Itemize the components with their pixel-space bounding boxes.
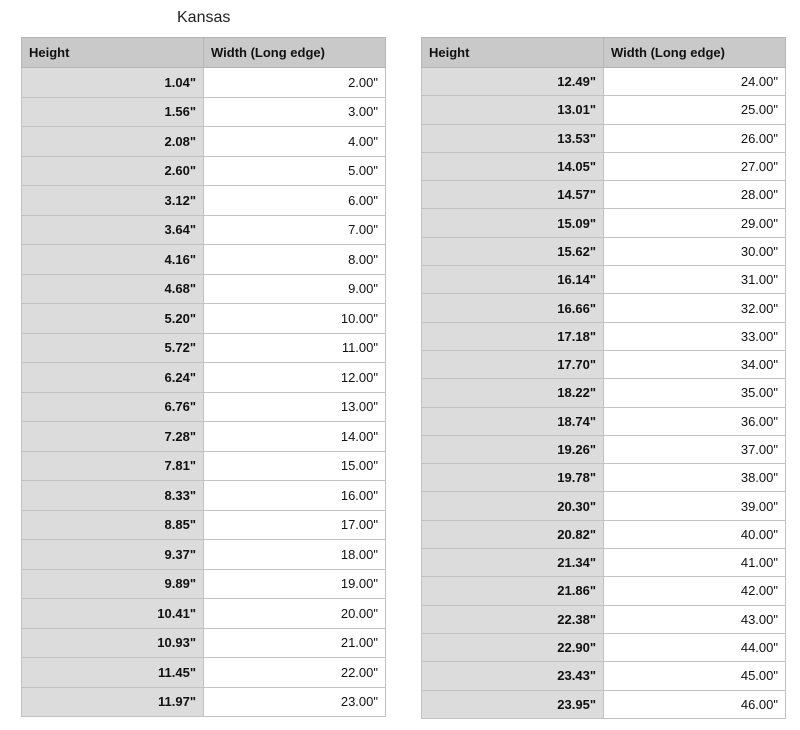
table-row [422,181,786,209]
width-cell: 26.00" [604,124,786,152]
height-cell: 17.18" [422,322,604,350]
column-header-height: Height [22,38,204,68]
width-cell: 43.00" [604,605,786,633]
column-header-height: Height [422,38,604,68]
table-row [22,215,386,245]
width-cell: 18.00" [204,540,386,570]
table-row [422,152,786,180]
column-header-width: Width (Long edge) [204,38,386,68]
table-row [422,379,786,407]
height-cell: 9.89" [22,569,204,599]
table-row [422,294,786,322]
table-header-row [22,38,386,68]
width-cell: 44.00" [604,633,786,661]
width-cell: 2.00" [204,68,386,98]
table-row [22,658,386,688]
table-row [422,266,786,294]
height-cell: 4.16" [22,245,204,275]
size-table-right [421,37,786,719]
width-cell: 28.00" [604,181,786,209]
width-cell: 17.00" [204,510,386,540]
width-cell: 35.00" [604,379,786,407]
width-cell: 12.00" [204,363,386,393]
height-cell: 6.24" [22,363,204,393]
table-body-right [422,68,786,719]
height-cell: 9.37" [22,540,204,570]
table-row [22,628,386,658]
width-cell: 39.00" [604,492,786,520]
table-row [422,520,786,548]
width-cell: 7.00" [204,215,386,245]
height-cell: 5.20" [22,304,204,334]
height-cell: 6.76" [22,392,204,422]
table-row [422,690,786,718]
table-row [422,549,786,577]
width-cell: 10.00" [204,304,386,334]
width-cell: 42.00" [604,577,786,605]
height-cell: 19.78" [422,464,604,492]
width-cell: 30.00" [604,237,786,265]
height-cell: 23.95" [422,690,604,718]
height-cell: 20.30" [422,492,604,520]
width-cell: 32.00" [604,294,786,322]
width-cell: 41.00" [604,549,786,577]
table-row [422,124,786,152]
table-row [422,322,786,350]
table-row [22,186,386,216]
height-cell: 14.57" [422,181,604,209]
table-row [422,464,786,492]
height-cell: 14.05" [422,152,604,180]
table-row [22,569,386,599]
width-cell: 27.00" [604,152,786,180]
width-cell: 9.00" [204,274,386,304]
width-cell: 6.00" [204,186,386,216]
height-cell: 13.53" [422,124,604,152]
height-cell: 1.56" [22,97,204,127]
width-cell: 29.00" [604,209,786,237]
height-cell: 7.81" [22,451,204,481]
table-row [22,156,386,186]
table-row [22,510,386,540]
width-cell: 5.00" [204,156,386,186]
table-row [22,451,386,481]
table-row [22,599,386,629]
height-cell: 21.86" [422,577,604,605]
height-cell: 2.60" [22,156,204,186]
width-cell: 14.00" [204,422,386,452]
width-cell: 24.00" [604,68,786,96]
table-row [422,237,786,265]
page-title: Kansas [177,9,231,26]
table-row [422,96,786,124]
table-row [422,68,786,96]
height-cell: 1.04" [22,68,204,98]
table-body-left [22,68,386,717]
height-cell: 23.43" [422,662,604,690]
height-cell: 8.85" [22,510,204,540]
table-row [22,540,386,570]
size-table-left [21,37,386,717]
height-cell: 10.41" [22,599,204,629]
width-cell: 3.00" [204,97,386,127]
height-cell: 11.97" [22,687,204,717]
height-cell: 22.90" [422,633,604,661]
table-row [22,333,386,363]
height-cell: 20.82" [422,520,604,548]
width-cell: 46.00" [604,690,786,718]
height-cell: 16.14" [422,266,604,294]
table-row [22,97,386,127]
height-cell: 7.28" [22,422,204,452]
width-cell: 20.00" [204,599,386,629]
table-row [22,392,386,422]
width-cell: 40.00" [604,520,786,548]
width-cell: 4.00" [204,127,386,157]
width-cell: 8.00" [204,245,386,275]
height-cell: 13.01" [422,96,604,124]
width-cell: 22.00" [204,658,386,688]
height-cell: 3.64" [22,215,204,245]
column-header-width: Width (Long edge) [604,38,786,68]
width-cell: 38.00" [604,464,786,492]
width-cell: 31.00" [604,266,786,294]
table-row [22,687,386,717]
height-cell: 4.68" [22,274,204,304]
table-row [422,209,786,237]
height-cell: 10.93" [22,628,204,658]
table-row [22,481,386,511]
width-cell: 34.00" [604,350,786,378]
table-row [22,274,386,304]
table-row [22,363,386,393]
table-row [422,435,786,463]
width-cell: 33.00" [604,322,786,350]
height-cell: 18.74" [422,407,604,435]
height-cell: 19.26" [422,435,604,463]
table-row [422,492,786,520]
table-row [22,68,386,98]
width-cell: 45.00" [604,662,786,690]
height-cell: 17.70" [422,350,604,378]
table-row [422,407,786,435]
table-row [22,304,386,334]
table-row [422,633,786,661]
height-cell: 16.66" [422,294,604,322]
width-cell: 16.00" [204,481,386,511]
height-cell: 18.22" [422,379,604,407]
height-cell: 15.62" [422,237,604,265]
height-cell: 21.34" [422,549,604,577]
width-cell: 19.00" [204,569,386,599]
table-row [422,662,786,690]
table-row [422,577,786,605]
table-header-row [422,38,786,68]
width-cell: 23.00" [204,687,386,717]
height-cell: 8.33" [22,481,204,511]
width-cell: 25.00" [604,96,786,124]
width-cell: 15.00" [204,451,386,481]
width-cell: 11.00" [204,333,386,363]
width-cell: 21.00" [204,628,386,658]
height-cell: 2.08" [22,127,204,157]
table-row [422,605,786,633]
height-cell: 11.45" [22,658,204,688]
width-cell: 36.00" [604,407,786,435]
width-cell: 13.00" [204,392,386,422]
height-cell: 15.09" [422,209,604,237]
height-cell: 22.38" [422,605,604,633]
table-row [22,245,386,275]
table-row [22,422,386,452]
height-cell: 12.49" [422,68,604,96]
width-cell: 37.00" [604,435,786,463]
table-row [22,127,386,157]
height-cell: 5.72" [22,333,204,363]
height-cell: 3.12" [22,186,204,216]
table-row [422,350,786,378]
